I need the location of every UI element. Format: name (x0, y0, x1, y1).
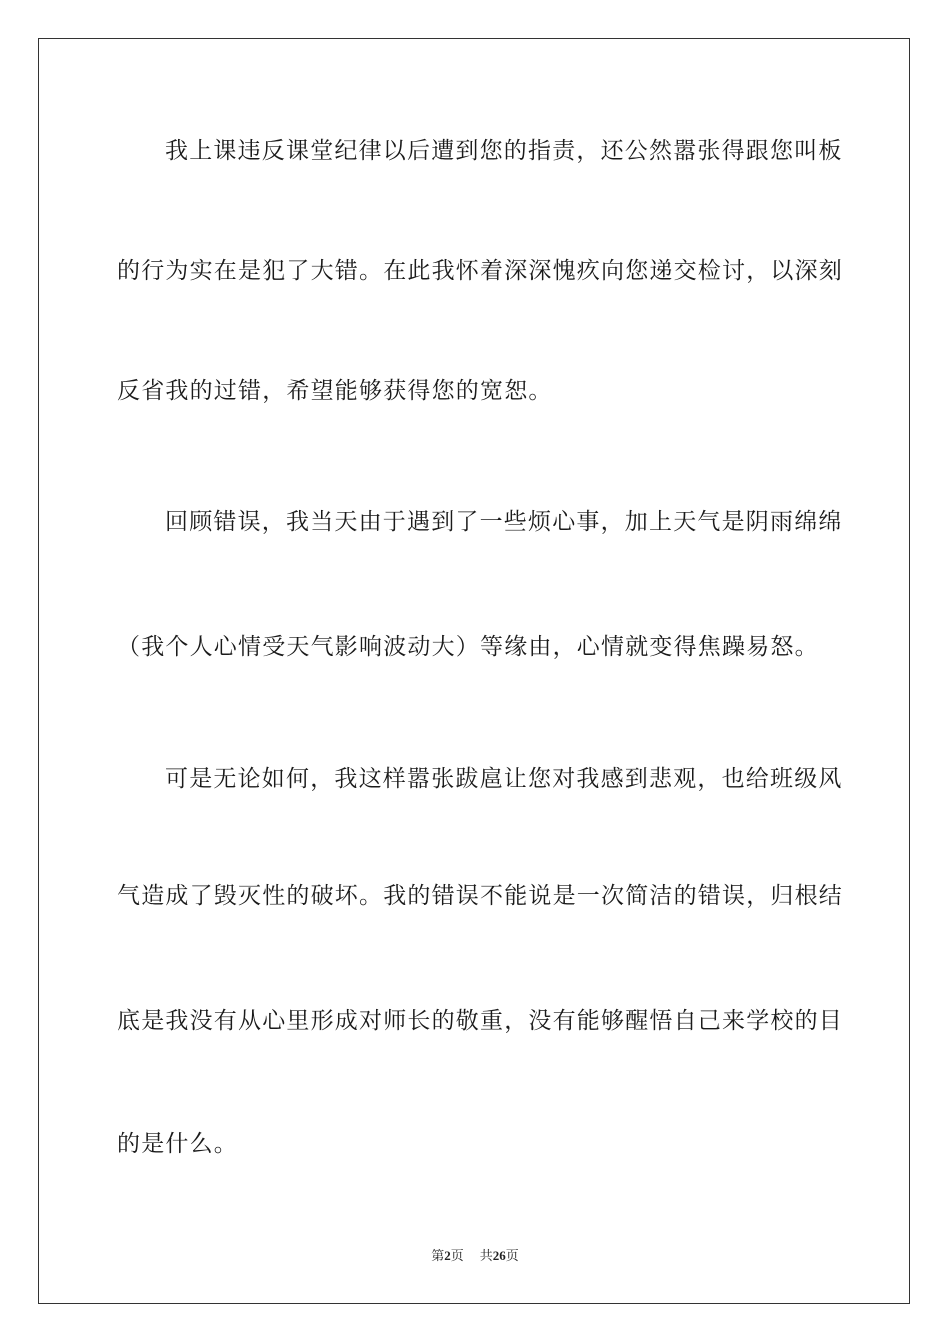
text-line: 可是无论如何，我这样嚣张跋扈让您对我感到悲观，也给班级风 (165, 766, 843, 792)
text-line: 我上课违反课堂纪律以后遭到您的指责，还公然嚣张得跟您叫板 (165, 138, 843, 164)
total-pages: 26 (492, 1248, 506, 1263)
text-line: 回顾错误，我当天由于遇到了一些烦心事，加上天气是阴雨绵绵 (165, 509, 843, 535)
page-border (38, 38, 910, 1304)
page-number: 2 (444, 1248, 451, 1263)
page-prefix: 第 (431, 1248, 445, 1263)
page-footer (0, 1247, 950, 1265)
total-suffix: 页 (505, 1248, 519, 1263)
text-line: 的行为实在是犯了大错。在此我怀着深深愧疚向您递交检讨，以深刻 (117, 258, 843, 284)
text-line: 气造成了毁灭性的破坏。我的错误不能说是一次简洁的错误，归根结 (117, 883, 843, 909)
text-line: 的是什么。 (117, 1131, 238, 1157)
text-line: （我个人心情受天气影响波动大）等缘由，心情就变得焦躁易怒。 (117, 634, 819, 660)
text-line: 底是我没有从心里形成对师长的敬重，没有能够醒悟自己来学校的目 (117, 1008, 843, 1034)
page-suffix: 页 (450, 1248, 464, 1263)
text-line: 反省我的过错，希望能够获得您的宽恕。 (117, 378, 553, 404)
total-prefix: 共 (479, 1248, 493, 1263)
